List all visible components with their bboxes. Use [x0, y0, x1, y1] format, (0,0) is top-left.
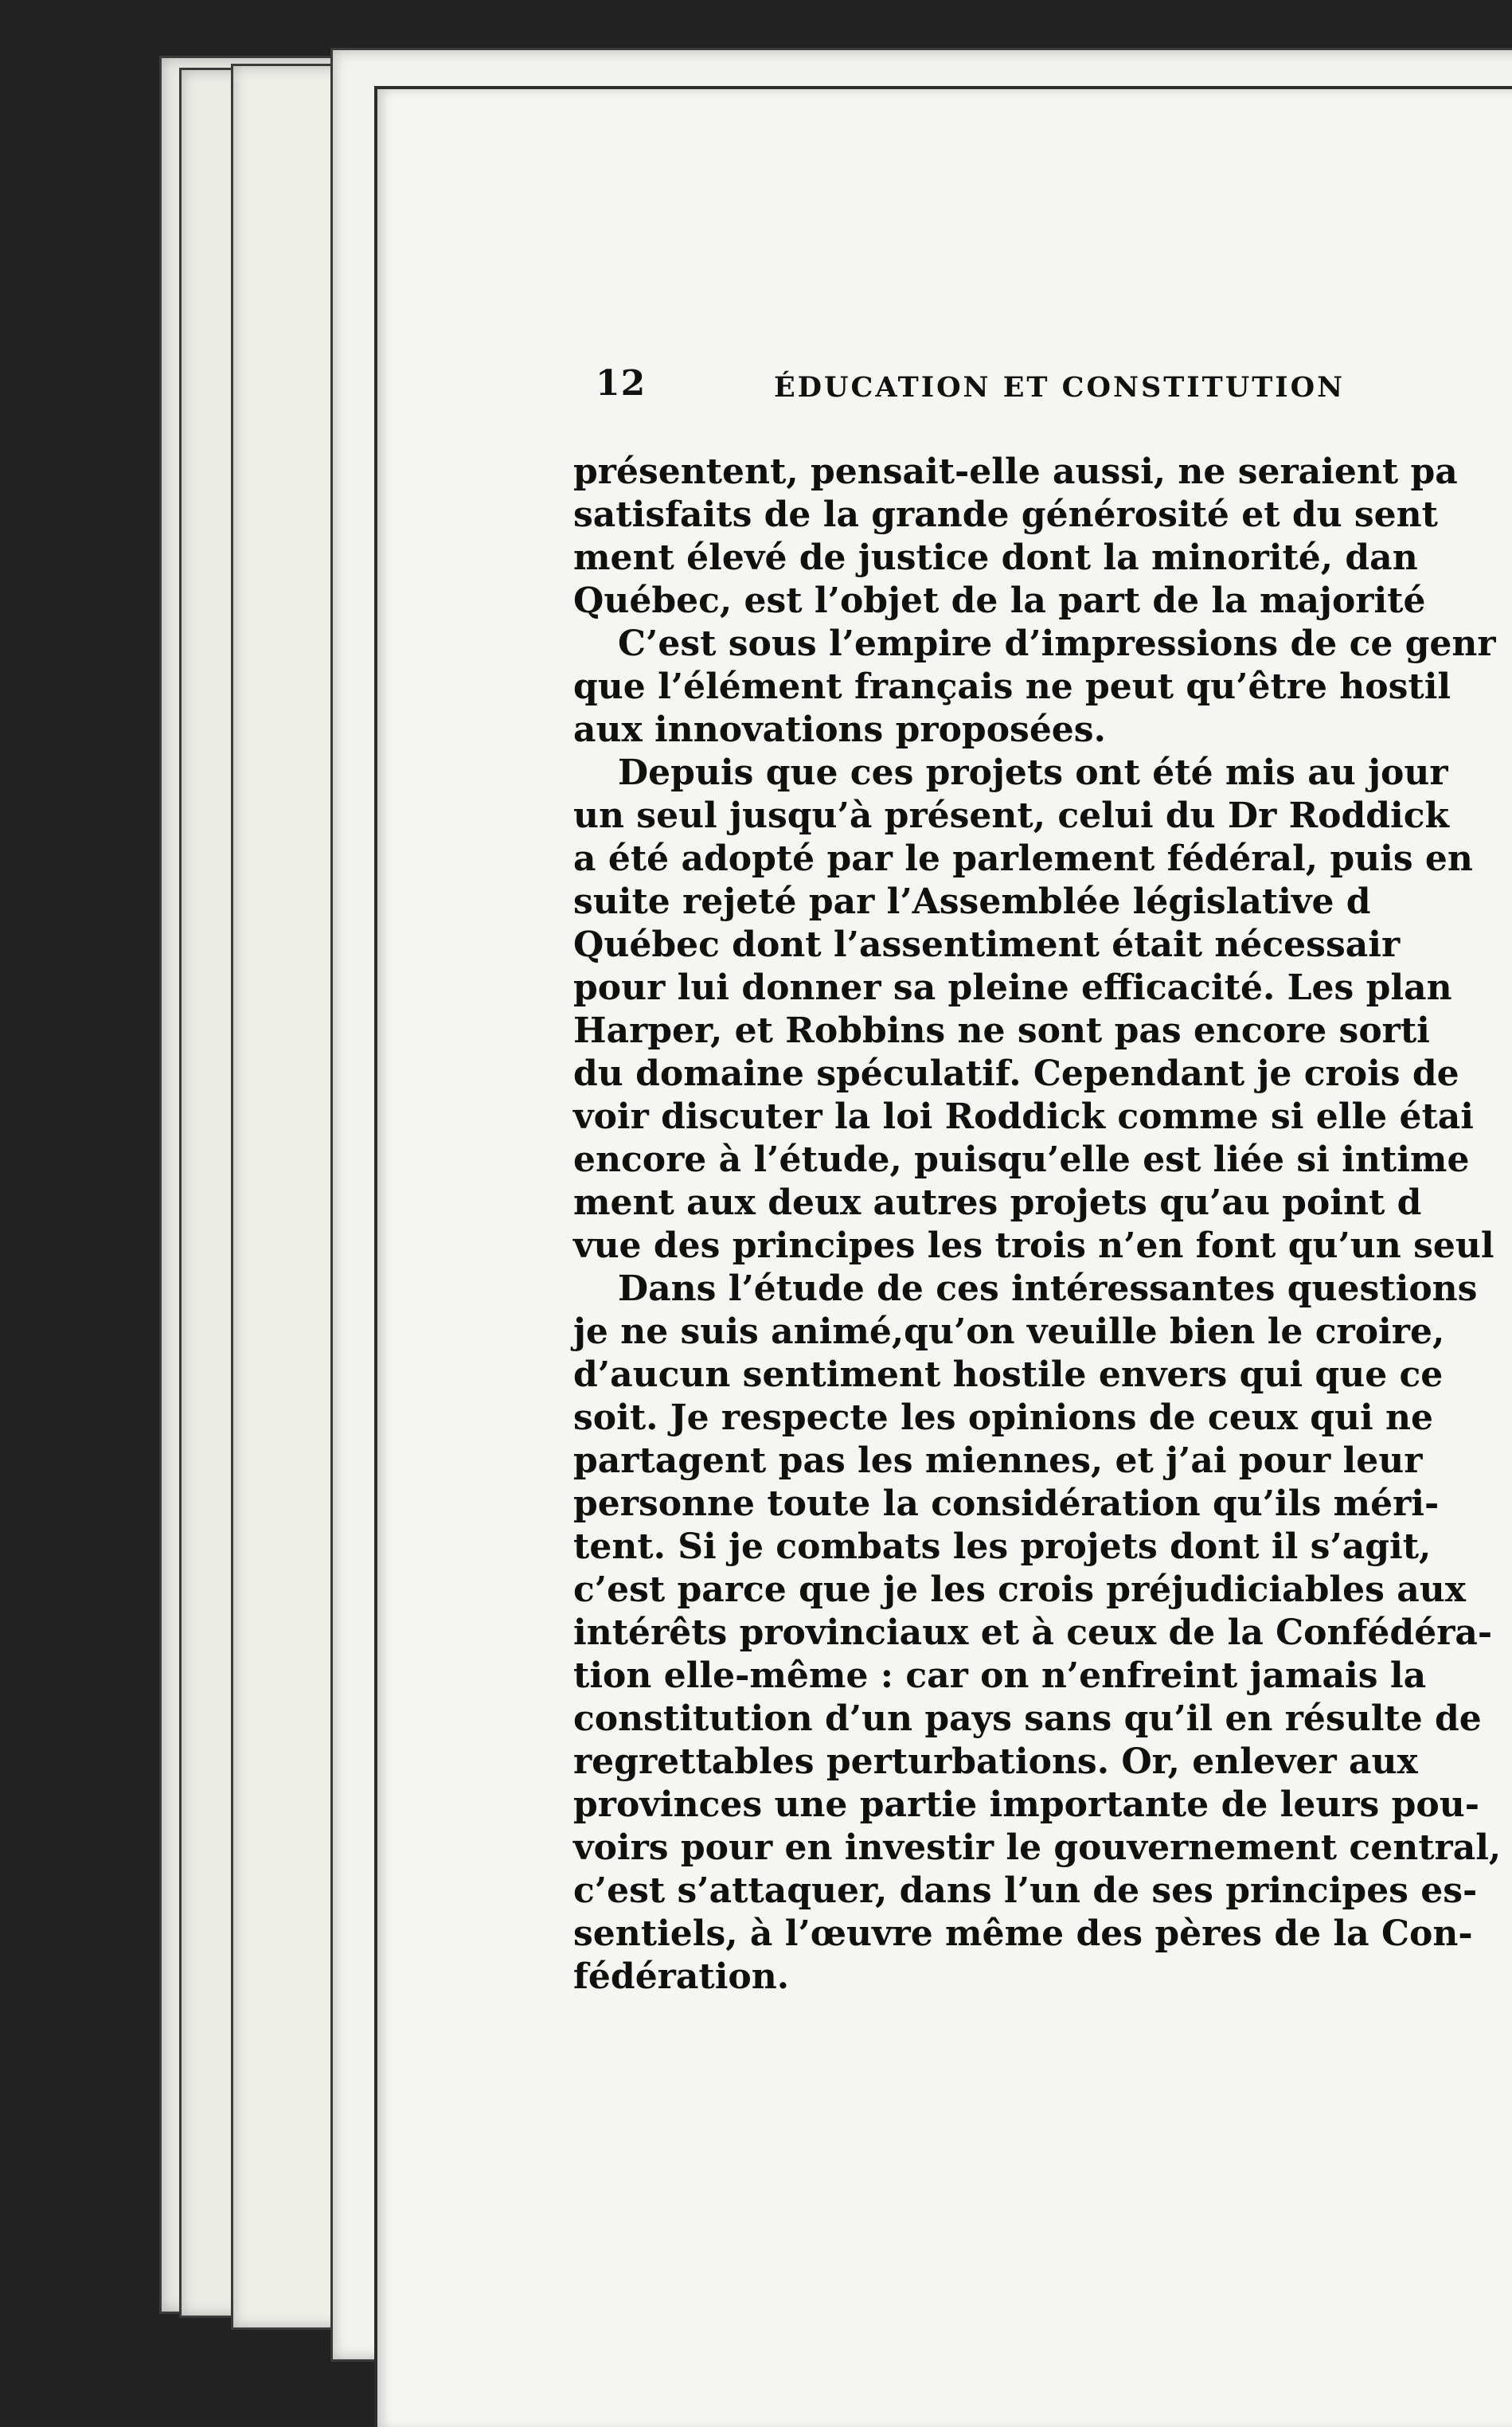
text-line: a été adopté par le parlement fédéral, puis en	[573, 838, 1473, 879]
text-line: satisfaits de la grande générosité et du sent	[573, 494, 1438, 535]
page-header	[596, 363, 1512, 419]
text-line: suite rejeté par l’Assemblée législative d	[573, 881, 1371, 922]
text-line: je ne suis animé,qu’on veuille bien le croire,	[573, 1311, 1445, 1352]
text-line: ment aux deux autres projets qu’au point d	[573, 1182, 1422, 1223]
text-line: c’est s’attaquer, dans l’un de ses principes es-	[573, 1870, 1478, 1911]
text-line: présentent, pensait-elle aussi, ne seraient pa	[573, 451, 1458, 492]
text-line: Québec, est l’objet de la part de la majorité	[573, 580, 1426, 621]
text-line: Depuis que ces projets ont été mis au jour	[618, 752, 1448, 793]
text-line: un seul jusqu’à présent, celui du Dr Roddick	[573, 795, 1450, 836]
text-line: tent. Si je combats les projets dont il s’agit,	[573, 1526, 1432, 1567]
text-line: voir discuter la loi Roddick comme si elle étai	[573, 1096, 1475, 1137]
text-line: partagent pas les miennes, et j’ai pour leur	[573, 1440, 1423, 1481]
text-line: soit. Je respecte les opinions de ceux qui ne	[573, 1397, 1433, 1438]
text-line: ment élevé de justice dont la minorité, dan	[573, 537, 1418, 578]
text-line: que l’élément français ne peut qu’être hostil	[573, 666, 1451, 707]
text-line: Dans l’étude de ces intéressantes questions	[618, 1268, 1478, 1309]
page-number: 12	[596, 363, 647, 404]
text-line: encore à l’étude, puisqu’elle est liée si intime	[573, 1139, 1470, 1180]
text-line: regrettables perturbations. Or, enlever aux	[573, 1741, 1418, 1782]
text-line: du domaine spéculatif. Cependant je crois de	[573, 1053, 1459, 1094]
text-line: sentiels, à l’œuvre même des pères de la Con-	[573, 1913, 1473, 1954]
body-text	[573, 451, 1512, 1999]
text-line: Québec dont l’assentiment était nécessair	[573, 924, 1401, 965]
text-line: voirs pour en investir le gouvernement central,	[573, 1827, 1502, 1868]
text-line: aux innovations proposées.	[573, 709, 1106, 750]
text-line: C’est sous l’empire d’impressions de ce genr	[618, 623, 1496, 664]
text-line: vue des principes les trois n’en font qu’un seul	[573, 1225, 1494, 1266]
text-line: c’est parce que je les crois préjudiciables aux	[573, 1569, 1466, 1610]
text-line: provinces une partie importante de leurs pou-	[573, 1784, 1479, 1825]
running-title: ÉDUCATION ET CONSTITUTION	[774, 371, 1346, 404]
text-line: tion elle-même : car on n’enfreint jamais la	[573, 1655, 1427, 1696]
text-line: personne toute la considération qu’ils méri-	[573, 1483, 1440, 1524]
text-line: fédération.	[573, 1956, 790, 1997]
text-line: constitution d’un pays sans qu’il en résulte de	[573, 1698, 1482, 1739]
text-line: d’aucun sentiment hostile envers qui que ce	[573, 1354, 1444, 1395]
text-line: pour lui donner sa pleine efficacité. Les plan	[573, 967, 1452, 1008]
text-line: Harper, et Robbins ne sont pas encore sorti	[573, 1010, 1430, 1051]
text-line: intérêts provinciaux et à ceux de la Confédéra-	[573, 1612, 1493, 1653]
